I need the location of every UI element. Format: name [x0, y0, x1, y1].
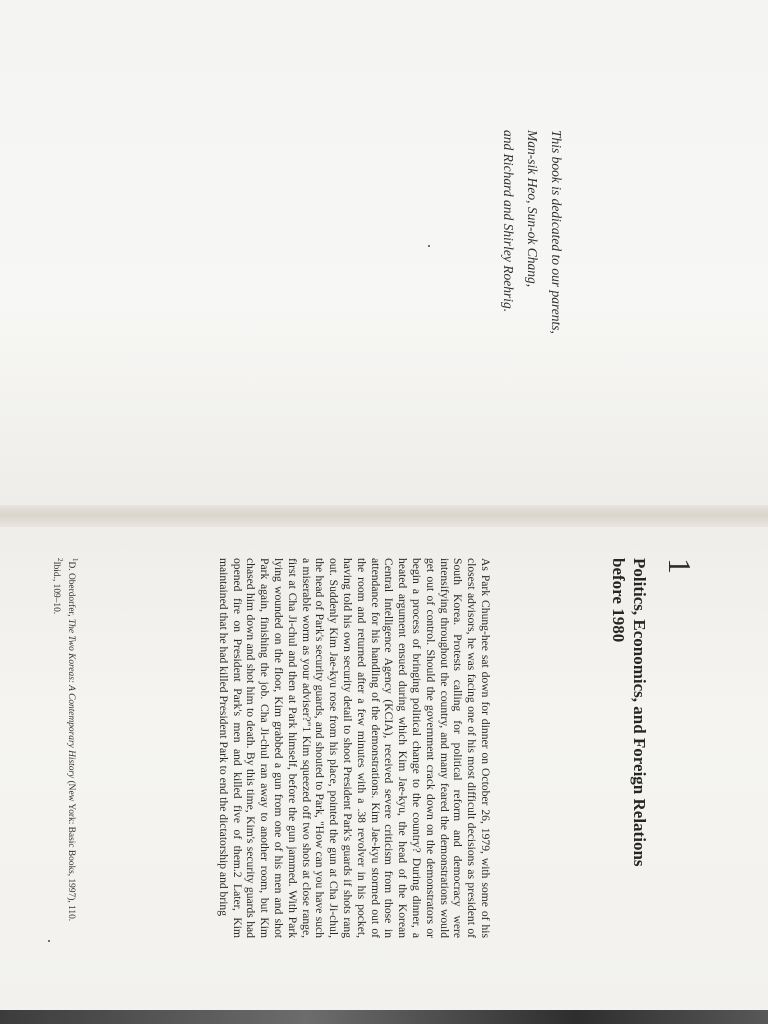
- scan-speck: [48, 940, 50, 942]
- chapter-title-line-2: before 1980: [609, 558, 628, 643]
- scan-speck: [428, 245, 430, 247]
- footnote-2-author: Ibid., 109–10.: [50, 561, 61, 615]
- footnote-1-marker: 1: [71, 558, 79, 562]
- book-gutter: [0, 505, 768, 527]
- footnote-1-rest: (New York: Basic Books, 1997), 110.: [65, 778, 76, 922]
- dedication-page: [0, 0, 768, 505]
- dedication-line-1: This book is dedicated to our parents,: [549, 130, 564, 334]
- chapter-title-line-1: Politics, Economics, and Foreign Relations: [630, 558, 649, 867]
- footnotes: [50, 558, 80, 938]
- dedication-line-2: Man-sik Heo, Sun-ok Chang,: [525, 130, 540, 288]
- dedication: [496, 130, 568, 450]
- chapter-heading: [608, 558, 700, 1018]
- body-paragraph: As Park Chung-hee sat down for dinner on October 26, 1979, with some of his closest advisors, he was facing one of his most difficult decisions as president of South Korea. Protests calling for political reform and democracy were intensifying throughout the country, and many feared the demonstrations would get out of control. Should the government crack down on the demonstrators or begin a process of bringing political change to the country? During dinner, a heated argument ensued during which Kim Jae-kyu, the head of the Korean Central Intelligence Agency (KCIA), received severe criticism from those in attendance for his handling of the demonstrations. Kim Jae-kyu stormed out of the room and returned after a few minutes with a .38 revolver in his pocket, having told his own security detail to shoot President Park's guards if shots rang out. Suddenly Kim Jae-kyu rose from his place, pointed the gun at Cha Ji-chul, the head of Park's security guards, and shouted to Park, "How can you have such a miserable worm as your adviser?"1 Kim squeezed off two shots at close range, first at Cha Ji-chul and then at Park himself, before the gun jammed. With Park lying wounded on the floor, Kim grabbed a gun from one of his men and shot Park again, finishing the job. Cha Ji-chul ran away to another room, but Kim chased him down and shot him to death. By this time, Kim's security guards had opened fire on President Park's men and killed five of them.2 Later, Kim maintained that he had killed President Park to end the dictatorship and bring: [216, 558, 492, 938]
- chapter-number: 1: [662, 558, 698, 574]
- footnote-2: [50, 558, 65, 938]
- footnote-2-marker: 2: [55, 558, 64, 562]
- footnote-1-author: D. Oberdorfer,: [65, 561, 76, 619]
- footnote-1: [65, 558, 80, 938]
- footnote-1-book: The Two Koreas: A Contemporary History: [65, 618, 76, 779]
- dedication-line-3: and Richard and Shirley Roehrig.: [501, 130, 516, 313]
